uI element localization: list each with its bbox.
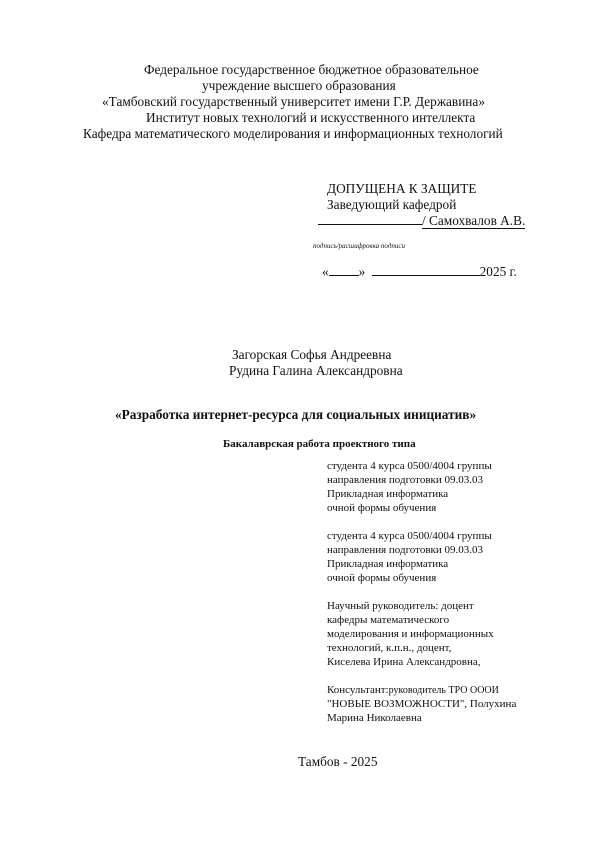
signature-hint: подпись/расшифровка подписи — [313, 242, 405, 250]
supervisor-line-5: Киселева Ирина Александровна, — [327, 656, 481, 668]
date-month-line — [372, 264, 480, 276]
student2-line-4: очной формы обучения — [327, 572, 437, 584]
approval-date-row — [322, 264, 517, 280]
approval-signature-row — [318, 213, 525, 229]
consultant-line-2: "НОВЫЕ ВОЗМОЖНОСТИ", Полухина — [327, 698, 517, 710]
header-line-2: учреждение высшего образования — [202, 78, 396, 93]
student2-line-1: студента 4 курса 0500/4004 группы — [327, 530, 492, 542]
supervisor-line-3: моделирования и информационных — [327, 628, 494, 640]
approval-year: 2025 г. — [479, 264, 517, 279]
supervisor-line-2: кафедры математического — [327, 614, 450, 626]
student1-line-4: очной формы обучения — [327, 502, 437, 514]
student1-line-2: направления подготовки 09.03.03 — [327, 474, 483, 486]
date-open-quote: « — [322, 264, 329, 279]
date-close-quote: » — [358, 264, 366, 279]
work-title: «Разработка интернет-ресурса для социальных инициатив» — [115, 407, 477, 422]
date-day-line — [329, 264, 359, 276]
approval-title: ДОПУЩЕНА К ЗАЩИТЕ — [327, 181, 477, 196]
author-2: Рудина Галина Александровна — [229, 363, 403, 378]
student2-line-2: направления подготовки 09.03.03 — [327, 544, 483, 556]
approval-signer: / Самохвалов А.В. — [422, 213, 526, 228]
approval-role: Заведующий кафедрой — [327, 197, 457, 212]
signature-line — [318, 213, 422, 225]
consultant-role: руководитель ТРО ОООИ — [388, 685, 499, 696]
header-line-3: «Тамбовский государственный университет имени Г.Р. Державина» — [102, 94, 485, 109]
work-type: Бакалаврская работа проектного типа — [223, 438, 416, 450]
supervisor-line-1: Научный руководитель: доцент — [327, 600, 474, 612]
footer-city-year: Тамбов - 2025 — [298, 754, 378, 769]
header-line-1: Федеральное государственное бюджетное образовательное — [144, 62, 479, 77]
header-line-5: Кафедра математического моделирования и информационных технологий — [83, 126, 503, 141]
author-1: Загорская Софья Андреевна — [232, 347, 392, 362]
supervisor-line-4: технологий, к.п.н., доцент, — [327, 642, 452, 654]
consultant-line-3: Марина Николаевна — [327, 712, 422, 724]
student2-line-3: Прикладная информатика — [327, 558, 449, 570]
consultant-label: Консультант: — [327, 684, 389, 696]
consultant-line-1 — [327, 683, 499, 698]
student1-line-3: Прикладная информатика — [327, 488, 449, 500]
student1-line-1: студента 4 курса 0500/4004 группы — [327, 460, 492, 472]
header-line-4: Институт новых технологий и искусственного интеллекта — [146, 110, 476, 125]
